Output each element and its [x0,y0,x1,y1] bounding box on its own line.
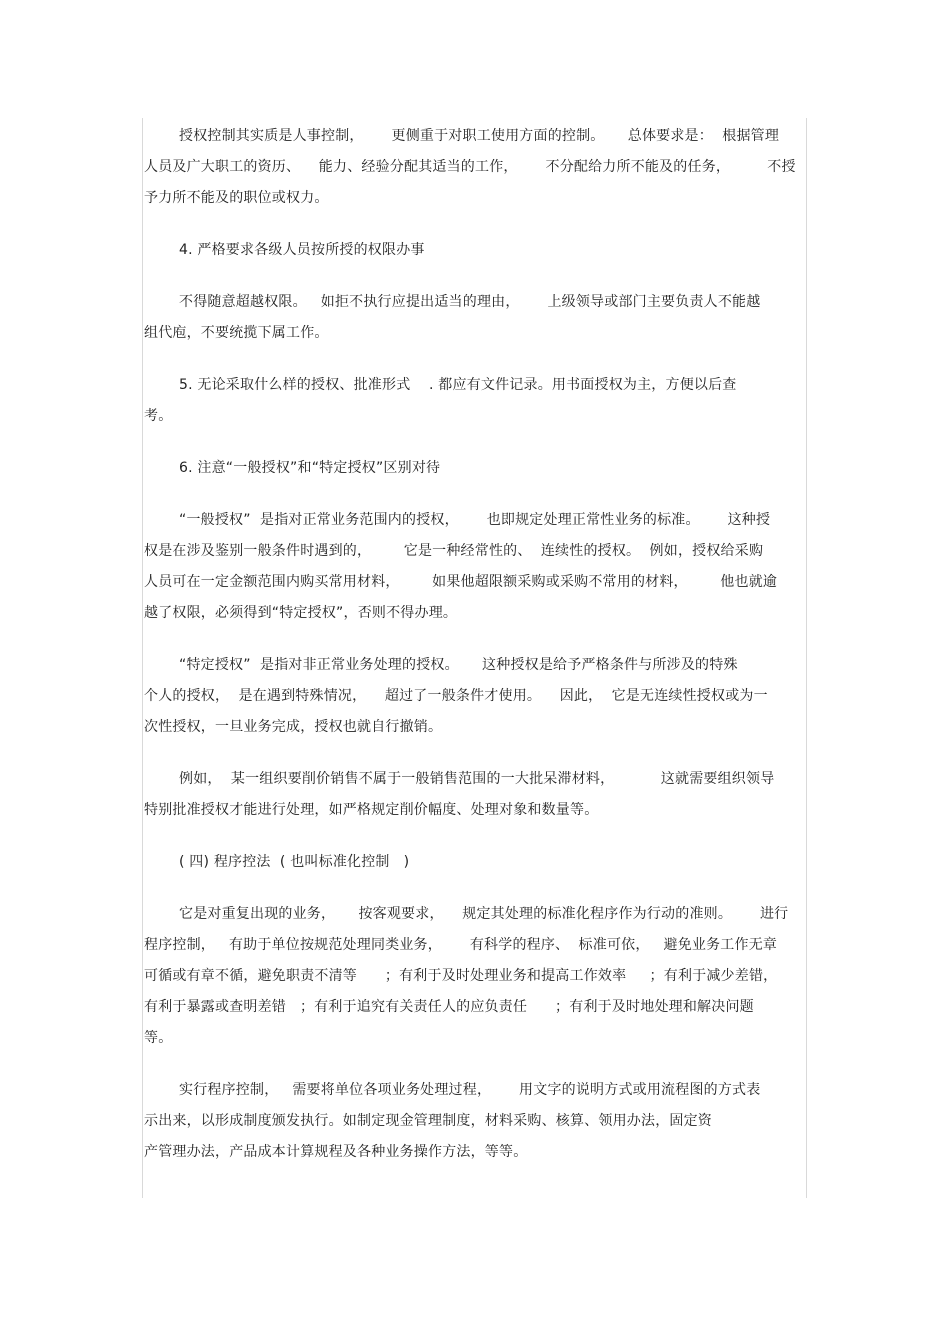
paragraph-authorization-essence [144,121,804,214]
paragraph-procedure-implementation [144,1075,804,1168]
text-line: 不得随意超越权限。 如拒不执行应提出适当的理由， 上级领导或部门主要负责人不能越 [179,294,761,310]
text-line: “一般授权” 是指对正常业务范围内的授权， 也即规定处理正常性业务的标准。 这种授 [179,512,771,528]
text-line: 人员可在一定金额范围内购买常用材料， 如果他超限额采购或采购不常用的材料， 他也就逾 [144,574,778,590]
paragraph-example [144,764,804,826]
section-heading: 4. 严格要求各级人员按所授的权限办事 [179,242,425,258]
text-line: 人员及广大职工的资历、 能力、经验分配其适当的工作， 不分配给力所不能及的任务， 不授 [144,159,796,175]
document-body [144,121,804,1189]
text-line: 它是对重复出现的业务， 按客观要求， 规定其处理的标准化程序作为行动的准则。 进行 [179,906,789,922]
paragraph-item-5 [144,370,804,432]
text-line: 授权控制其实质是人事控制， 更侧重于对职工使用方面的控制。 总体要求是： 根据管理 [179,128,780,144]
page-border-left [142,118,143,1198]
paragraph-specific-authorization [144,650,804,743]
heading-procedure-control [144,847,804,878]
text-line: 等。 [144,1030,173,1046]
page-border-right [806,118,807,1198]
section-heading: 5. 无论采取什么样的授权、批准形式 . 都应有文件记录。用书面授权为主，方便以后查 [179,377,737,393]
heading-item-6 [144,453,804,484]
text-line: 实行程序控制， 需要将单位各项业务处理过程， 用文字的说明方式或用流程图的方式表 [179,1082,761,1098]
section-heading: 6. 注意“一般授权”和“特定授权”区别对待 [179,460,441,476]
paragraph-no-overstep [144,287,804,349]
text-line: 产管理办法，产品成本计算规程及各种业务操作方法，等等。 [144,1144,528,1160]
heading-item-4 [144,235,804,266]
text-line: 权是在涉及鉴别一般条件时遇到的， 它是一种经常性的、 连续性的授权。 例如，授权给采购 [144,543,764,559]
text-line: 程序控制， 有助于单位按规范处理同类业务， 有科学的程序、 标准可依， 避免业务工作无章 [144,937,778,953]
text-line: 示出来，以形成制度颁发执行。如制定现金管理制度，材料采购、核算、领用办法，固定资 [144,1113,712,1129]
text-line: 考。 [144,408,173,424]
text-line: 个人的授权， 是在遇到特殊情况， 超过了一般条件才使用。 因此， 它是无连续性授权或为一 [144,688,768,704]
text-line: 特别批准授权才能进行处理，如严格规定削价幅度、处理对象和数量等。 [144,802,599,818]
text-line: 有利于暴露或查明差错 ；有利于追究有关责任人的应负责任 ；有利于及时地处理和解决问题 [144,999,754,1015]
paragraph-general-authorization [144,505,804,629]
text-line: 组代庖，不要统揽下属工作。 [144,325,329,341]
text-line: 予力所不能及的职位或权力。 [144,190,329,206]
text-line: 越了权限，必须得到“特定授权”，否则不得办理。 [144,605,458,621]
text-line: 可循或有章不循，避免职责不清等 ；有利于及时处理业务和提高工作效率 ；有利于减少差错， [144,968,778,984]
paragraph-procedure-definition [144,899,804,1054]
text-line: 次性授权，一旦业务完成，授权也就自行撤销。 [144,719,443,735]
text-line: “特定授权” 是指对非正常业务处理的授权。 这种授权是给予严格条件与所涉及的特殊 [179,657,738,673]
section-heading: ( 四) 程序控法 ( 也叫标准化控制 ) [179,854,410,870]
text-line: 例如， 某一组织要削价销售不属于一般销售范围的一大批呆滞材料， 这就需要组织领导 [179,771,775,787]
